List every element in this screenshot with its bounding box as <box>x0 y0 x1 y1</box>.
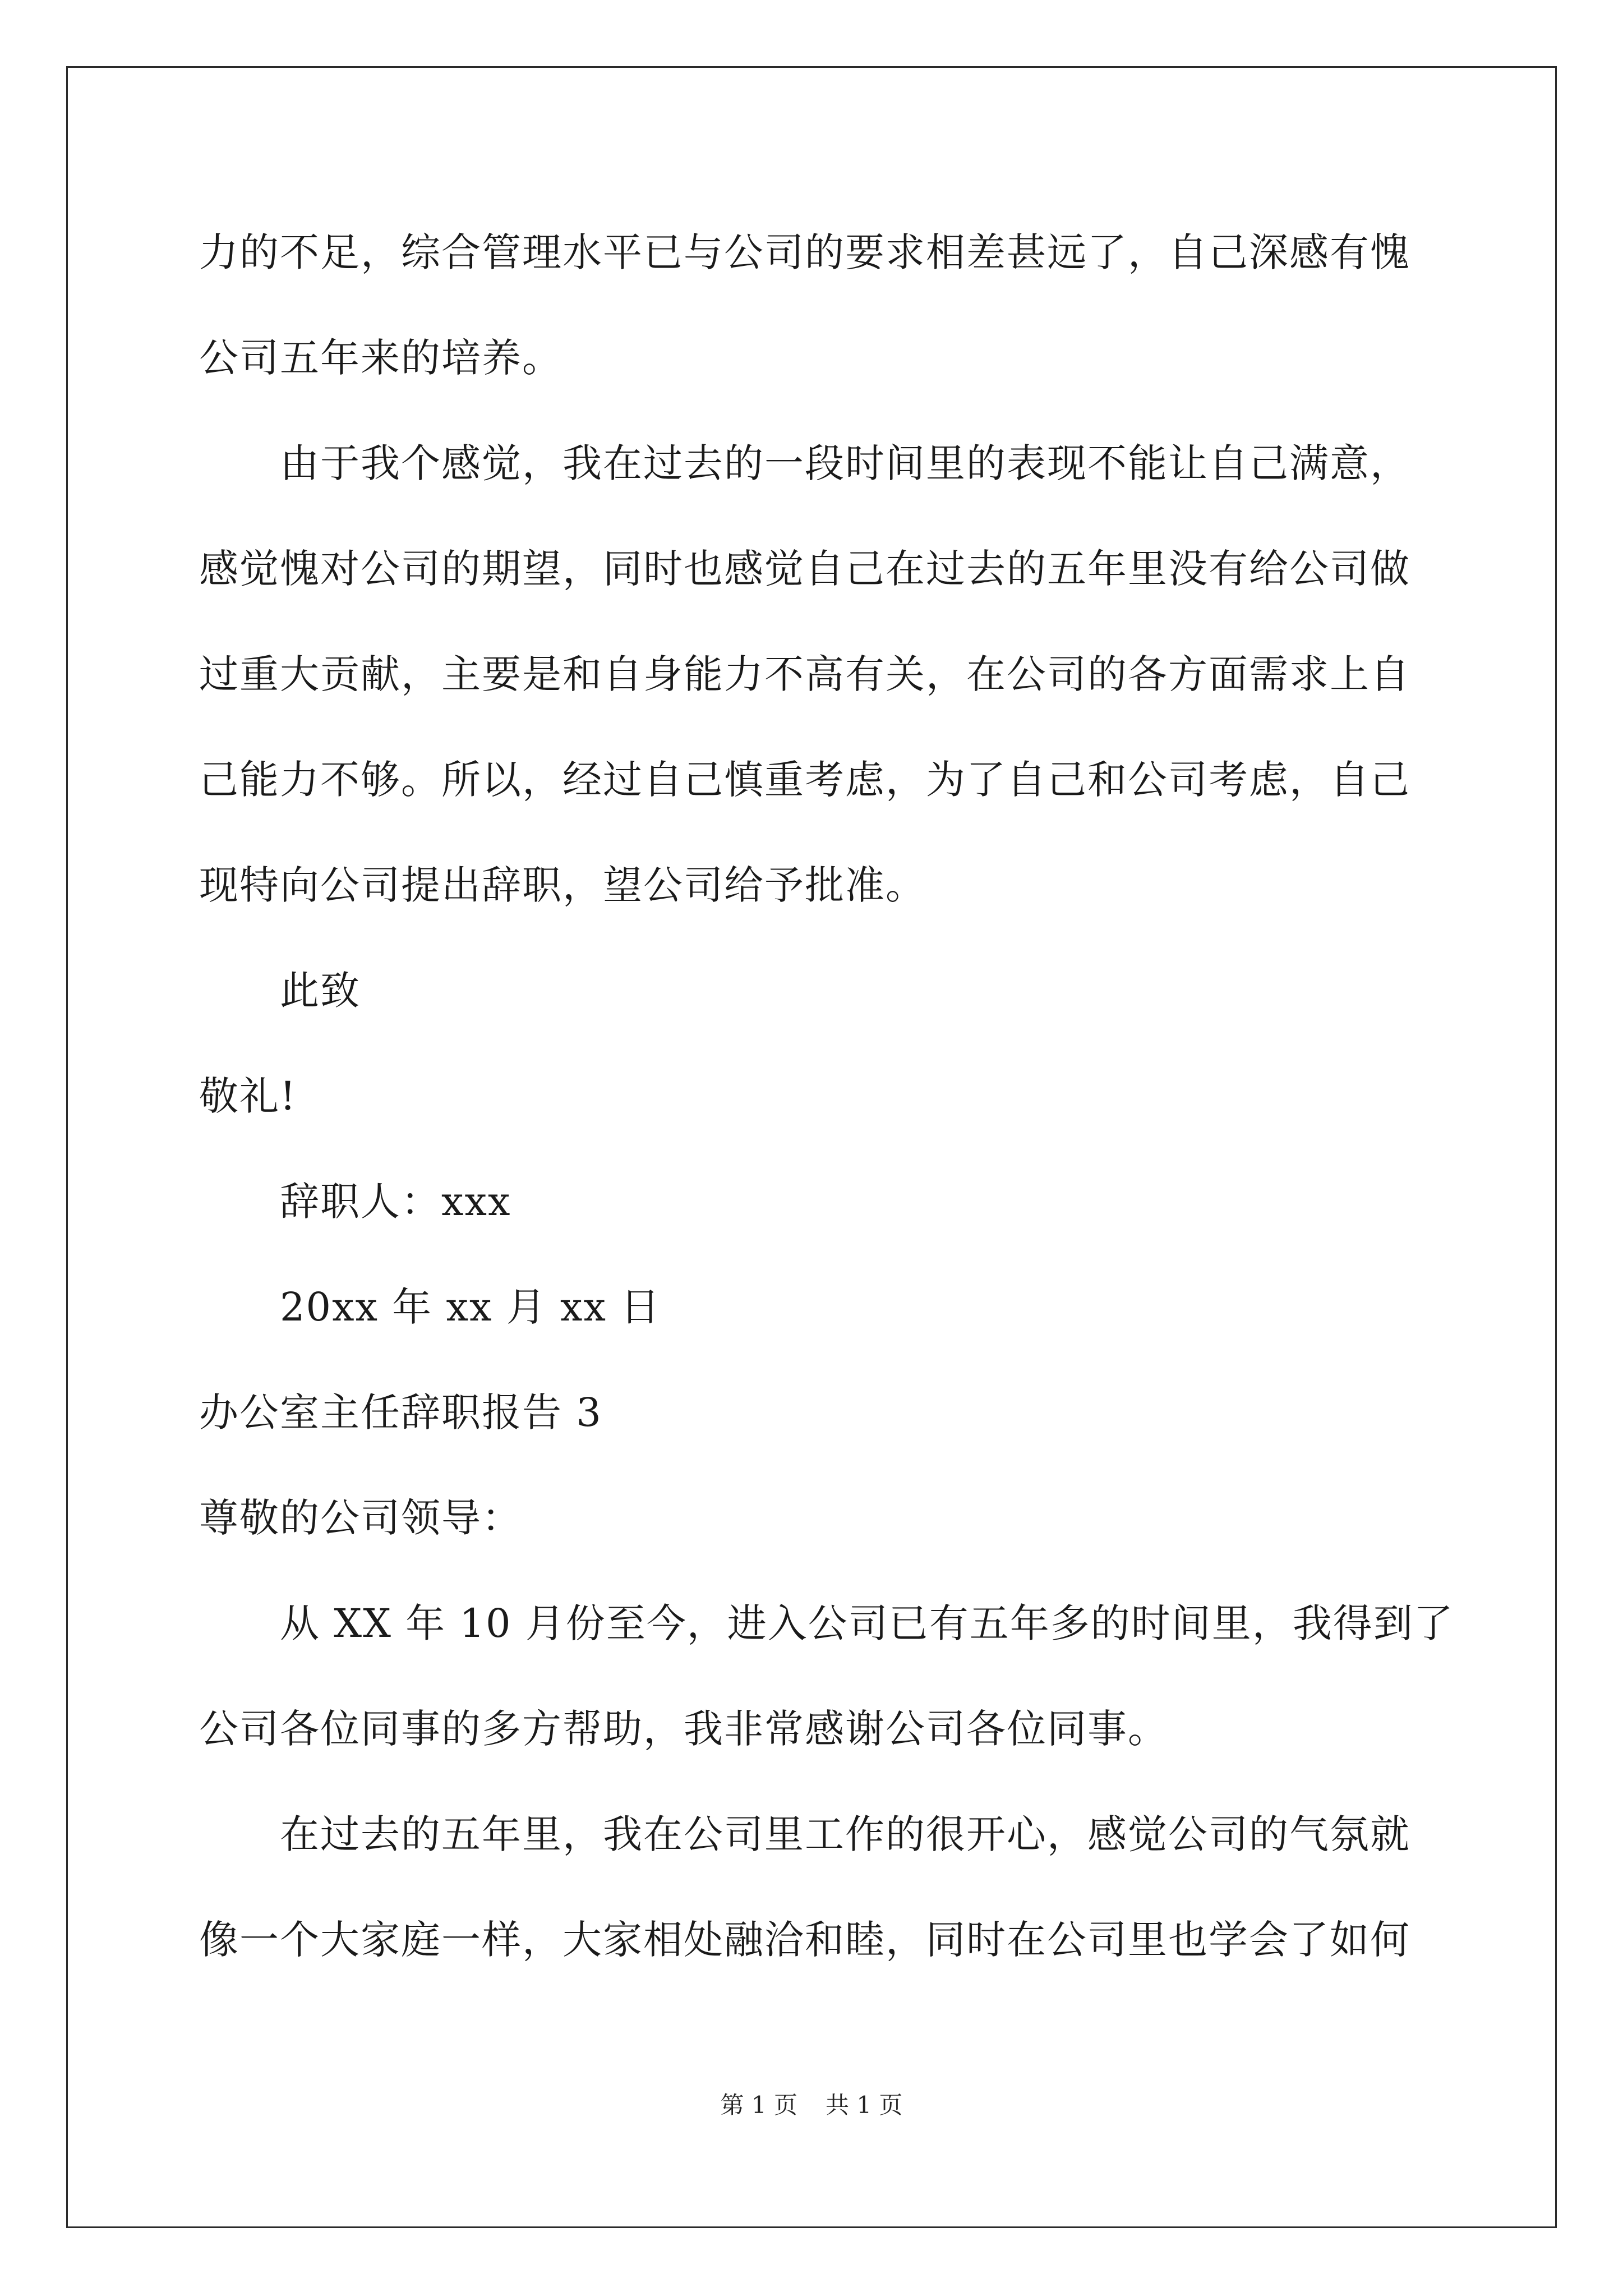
text-line: 己能力不够。所以，经过自己慎重考虑，为了自己和公司考虑，自己 <box>199 757 1410 803</box>
closing-salutation: 此致 <box>280 968 361 1014</box>
text-line: 过重大贡献，主要是和自身能力不高有关，在公司的各方面需求上自 <box>199 651 1410 697</box>
text-line: 公司五年来的培养。 <box>199 335 562 381</box>
text-line: 在过去的五年里，我在公司里工作的很开心，感觉公司的气氛就 <box>280 1811 1410 1857</box>
text-line: 力的不足，综合管理水平已与公司的要求相差甚远了，自己深感有愧 <box>199 229 1410 275</box>
document-body <box>199 222 1454 2014</box>
page-number: 第 1 页 <box>720 2091 797 2119</box>
text-line: 感觉愧对公司的期望，同时也感觉自己在过去的五年里没有给公司做 <box>199 546 1410 592</box>
letter-greeting: 尊敬的公司领导： <box>199 1495 522 1541</box>
text-line: 像一个大家庭一样，大家相处融洽和睦，同时在公司里也学会了如何 <box>199 1917 1410 1963</box>
signature-date: 20xx 年 xx 月 xx 日 <box>280 1284 661 1330</box>
page-footer <box>0 2088 1623 2122</box>
page-count: 共 1 页 <box>826 2091 903 2119</box>
section-title: 办公室主任辞职报告 3 <box>199 1389 602 1435</box>
text-line: 公司各位同事的多方帮助，我非常感谢公司各位同事。 <box>199 1706 1168 1752</box>
text-line: 现特向公司提出辞职，望公司给予批准。 <box>199 862 926 908</box>
closing-respect: 敬礼! <box>199 1073 297 1119</box>
text-line: 由于我个感觉，我在过去的一段时间里的表现不能让自己满意， <box>280 440 1410 486</box>
text-line: 从 XX 年 10 月份至今，进入公司已有五年多的时间里，我得到了 <box>280 1600 1454 1646</box>
signature-name: 辞职人：xxx <box>280 1179 511 1225</box>
